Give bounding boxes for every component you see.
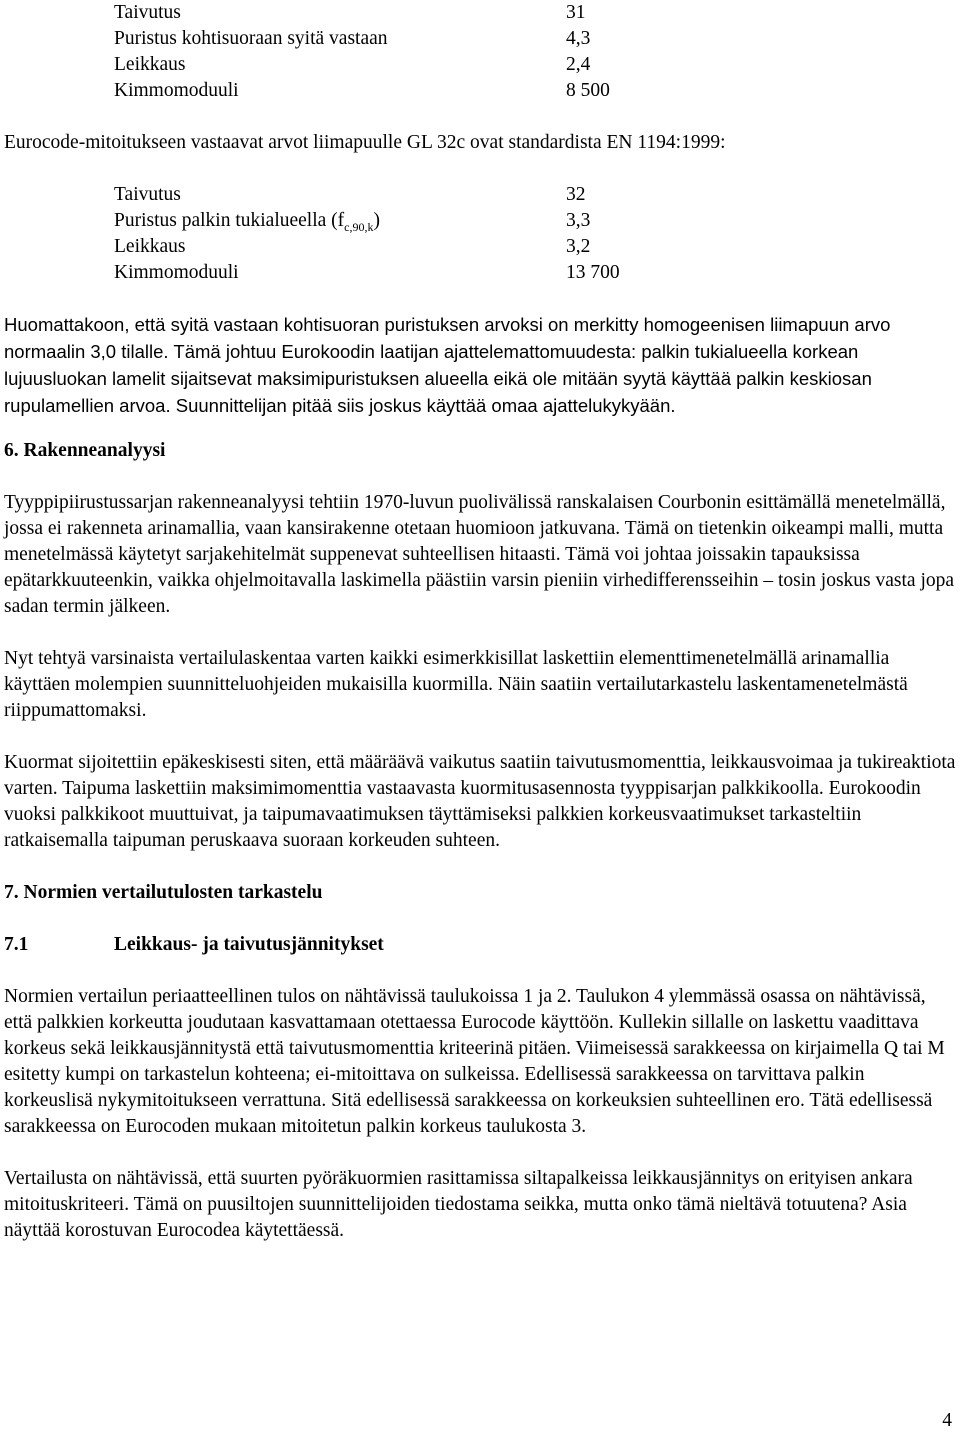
section-6-paragraph-3: Kuormat sijoitettiin epäkeskisesti siten, että määräävä vaikutus saatiin taivutusmomenttia, leikkausvoimaa ja tukireaktiota varten. Taipuma laskettiin maksimimomenttia vastaavasta kuormitusasennosta tyyppisarjan palkkikoolla. Eurokoodin vuoksi palkkikoot muuttuivat, ja taipumavaatimuksen täyttämiseksi palkkien korkeusvaatimukset tarkasteltiin ratkaisemalla taipuman peruskaava suoraan korkeuden suhteen. <box>4 752 956 851</box>
section-7-1-paragraph-2: Vertailusta on nähtävissä, että suurten pyöräkuormien rasittamissa siltapalkeissa leikkausjännitys on erityisen ankara mitoituskriteeri. Tämä on puusiltojen suunnittelijoiden tiedostama seikka, mutta onko tämä nieltävä totuutena? Asia näyttää korostuvan Eurocodea käytettäessä. <box>4 1168 913 1241</box>
row-value: 13 700 <box>566 262 620 283</box>
section-7-1-heading <box>4 932 956 958</box>
row-value: 2,4 <box>566 54 591 75</box>
table-row <box>114 0 956 26</box>
eurocode-intro: Eurocode-mitoitukseen vastaavat arvot liimapuulle GL 32c ovat standardista EN 1194:1999: <box>4 132 726 153</box>
row-label: Kimmomoduuli <box>114 80 239 101</box>
section-7-heading: 7. Normien vertailutulosten tarkastelu <box>4 882 323 903</box>
section-title: Leikkaus- ja taivutusjännitykset <box>114 934 384 955</box>
row-label: Leikkaus <box>114 236 186 257</box>
strength-table-current <box>4 0 956 104</box>
table-row <box>114 26 956 52</box>
table-row <box>114 260 956 286</box>
row-value: 4,3 <box>566 28 591 49</box>
row-label: Puristus kohtisuoraan syitä vastaan <box>114 28 388 49</box>
row-label: Leikkaus <box>114 54 186 75</box>
table-row <box>114 52 956 78</box>
note-sans-text: Huomattakoon, että syitä vastaan kohtisuoran puristuksen arvoksi on merkitty homogeenisen liimapuun arvo normaalin 3,0 tilalle. <box>4 314 891 362</box>
page-number: 4 <box>942 1410 952 1431</box>
row-label: Kimmomoduuli <box>114 262 239 283</box>
row-value: 8 500 <box>566 80 610 101</box>
row-value: 3,2 <box>566 236 591 257</box>
section-6-paragraph-1: Tyyppipiirustussarjan rakenneanalyysi tehtiin 1970-luvun puolivälissä ranskalaisen Courbonin esittämällä menetelmällä, jossa ei rakenneta arinamallia, vaan kansirakenne otetaan huomioon jatkuvana. Tämä on tietenkin oikeampi malli, mutta menetelmässä käytetyt sarjakehitelmät suppenevat suhteellisen hitaasti. Tämä voi johtaa joissakin tapauksissa epätarkkuuteenkin, vaikka ohjelmoitavalla laskimella päästiin varsin pieniin virhedifferensseihin – tosin joskus vasta jopa sadan termin jälkeen. <box>4 492 955 617</box>
table-row <box>114 182 956 208</box>
row-label: Puristus palkin tukialueella $(f_{c,90,k})$ <box>114 210 380 234</box>
note-sans-text-2: Tämä johtuu Eurokoodin laatijan ajattelemattomuudesta: palkin tukialueella korkean lujuusluokan lamelit sijaitsevat maksimipuristuksen alueella eikä ole mitään syytä käyttää palkin keskiosan rupulamellien arvoa. Suunnittelijan pitää siis joskus käyttää omaa ajattelukykyään. <box>4 341 872 416</box>
row-label: Taivutus <box>114 184 181 205</box>
document-page <box>4 0 956 1244</box>
row-value: 31 <box>566 2 586 23</box>
section-6-heading: 6. Rakenneanalyysi <box>4 440 166 461</box>
section-number: 7.1 <box>4 934 29 955</box>
section-7-1-paragraph-1: Normien vertailun periaatteellinen tulos on nähtävissä taulukoissa 1 ja 2. Taulukon 4 ylemmässä osassa on nähtävissä, että palkkien korkeutta joudutaan kasvattamaan otettaessa Eurocode käyttöön. Kullekin sillalle on laskettu vaadittava korkeus sekä leikkausjännitystä että taivutusmomenttia kriteerinä pitäen. Viimeisessä sarakkeessa on kirjaimella Q tai M esitetty kumpi on tarkastelun kohteena; ei-mitoittava on sulkeissa. Edellisessä sarakkeessa on tarvittava palkin korkeuslisä nykymitoitukseen verrattuna. Sitä edellisessä sarakkeessa on korkeuksien suhteellinen ero. Tätä edellisessä sarakkeessa on Eurocoden mukaan mitoitetun palkin korkeus taulukosta 3. <box>4 986 945 1137</box>
compression-note-paragraph <box>4 312 956 420</box>
strength-table-eurocode <box>4 182 956 286</box>
section-6-paragraph-2: Nyt tehtyä varsinaista vertailulaskentaa varten kaikki esimerkkisillat laskettiin elementtimenetelmällä arinamallia käyttäen molempien suunnitteluohjeiden mukaisilla kuormilla. Näin saatiin vertailutarkastelu laskentamenetelmästä riippumattomaksi. <box>4 648 908 721</box>
row-value: 3,3 <box>566 210 591 231</box>
table-row <box>114 208 956 234</box>
table-row <box>114 234 956 260</box>
table-row <box>114 78 956 104</box>
row-label: Taivutus <box>114 2 181 23</box>
row-value: 32 <box>566 184 586 205</box>
subscript: c,90,k <box>344 219 374 234</box>
